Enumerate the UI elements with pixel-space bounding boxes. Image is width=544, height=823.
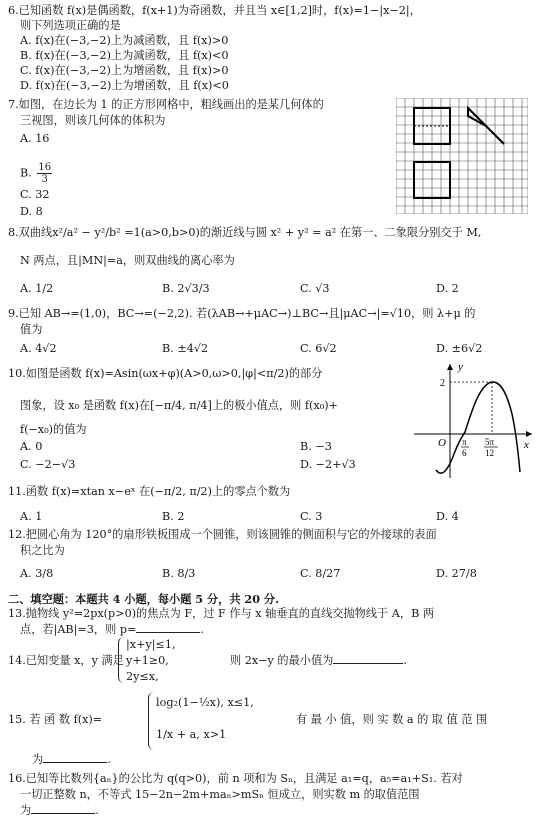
- q7-option-c: C. 32: [20, 188, 50, 201]
- q7-option-b: [20, 162, 52, 185]
- q10-option-d: D. −2+√3: [300, 458, 356, 471]
- q9-stem: 9.已知 AB→=(1,0)，BC→=(−2,2). 若(λAB→+μAC→)⊥BC→且|μAC→|=√10，则 λ+μ 的: [8, 307, 476, 320]
- q16-text: 为: [20, 804, 32, 817]
- q11-option-b: B. 2: [162, 510, 185, 523]
- q14-constraint-1: |x+y|≤1,: [126, 638, 176, 651]
- q16-stem-cont: 一切正整数 n，不等式 15−2n−2m+maₙ>mSₙ 恒成立，则实数 m 的取值范围: [20, 788, 420, 801]
- q15-answer-blank[interactable]: [43, 762, 107, 763]
- q7-option-b-letter: B.: [20, 166, 32, 180]
- q8-option-a: A. 1/2: [20, 282, 54, 295]
- sine-curve: [436, 382, 520, 473]
- q10-option-c: C. −2−√3: [20, 458, 76, 471]
- q8-option-c: C. √3: [300, 282, 330, 295]
- q7-option-a: A. 16: [20, 132, 50, 145]
- q6-option-d: D. f(x)在(−3,−2)上为增函数，且 f(x)<0: [20, 79, 229, 92]
- q7-stem: 7.如图，在边长为 1 的正方形网格中，粗线画出的是某几何体的: [8, 98, 324, 111]
- q14-question: 则 2x−y 的最小值为 .: [230, 654, 407, 667]
- q12-option-d: D. 27/8: [436, 567, 477, 580]
- q10-option-a: A. 0: [20, 440, 43, 453]
- q6-option-b: B. f(x)在(−3,−2)上为减函数，且 f(x)<0: [20, 49, 229, 62]
- q15-brace: [148, 692, 155, 750]
- x-axis-arrow: [526, 431, 532, 437]
- q8-option-d: D. 2: [436, 282, 459, 295]
- q8-option-b: B. 2√3/3: [162, 282, 210, 295]
- q16-answer-blank[interactable]: [31, 813, 95, 814]
- q15-piece-1: log₂(1−½x), x≤1,: [156, 696, 254, 709]
- x-tick1-den: 6: [462, 448, 467, 458]
- q9-option-b: B. ±4√2: [162, 342, 209, 355]
- q7-option-d: D. 8: [20, 205, 43, 218]
- q6-option-c: C. f(x)在(−3,−2)上为增函数，且 f(x)>0: [20, 64, 229, 77]
- q15-piece-2: 1/x + a, x>1: [156, 728, 227, 741]
- q6-stem: 6.已知函数 f(x)是偶函数，f(x+1)为奇函数，并且当 x∈[1,2]时，f(x)=1−|x−2|，: [8, 4, 421, 17]
- q16-stem: 16.已知等比数列{aₙ}的公比为 q(q>0)，前 n 项和为 Sₙ，且满足 a₁=q，a₅=a₁+S₁. 若对: [8, 772, 463, 785]
- three-view-grid-figure: [396, 98, 528, 214]
- origin-label: O: [438, 437, 446, 449]
- q16-answer-line: 为 .: [20, 804, 99, 817]
- q12-stem-cont: 积之比为: [20, 544, 65, 557]
- q8-stem: 8.双曲线x²/a² − y²/b² =1(a>0,b>0)的渐近线与圆 x² + y² = a² 在第一、二象限分别交于 M,: [8, 226, 482, 239]
- q11-option-a: A. 1: [20, 510, 43, 523]
- q10-option-b: B. −3: [300, 440, 332, 453]
- y-tick-label: 2: [440, 378, 445, 389]
- q14-constraint-3: 2y≤x,: [126, 670, 159, 683]
- q14-constraint-2: y+1≥0,: [126, 654, 169, 667]
- q15-answer-line: 为 .: [32, 753, 111, 766]
- section-fill-in-heading: 二、填空题：本题共 4 小题，每小题 5 分，共 20 分.: [8, 592, 279, 606]
- q8-stem-cont: N 两点，且|MN|=a，则双曲线的离心率为: [20, 254, 235, 267]
- q14-stem: 14.已知变量 x，y 满足: [8, 654, 124, 667]
- q15-stem: 15. 若 函 数 f(x)=: [8, 713, 103, 726]
- q12-option-b: B. 8/3: [162, 567, 196, 580]
- q14-brace: [118, 637, 125, 683]
- grid-lines: [396, 98, 528, 214]
- q6-option-a: A. f(x)在(−3,−2)上为减函数，且 f(x)>0: [20, 34, 229, 47]
- q12-stem: 12.把圆心角为 120°的扇形铁板围成一个圆锥，则该圆锥的侧面积与它的外接球的表面: [8, 528, 437, 541]
- q7-option-b-den: 3: [41, 174, 48, 185]
- q13-stem-cont: 点，若|AB|=3，则 p= .: [20, 623, 204, 636]
- q10-stem-cont2: f(−x₀)的值为: [20, 423, 87, 436]
- q9-option-d: D. ±6√2: [436, 342, 483, 355]
- q13-text: 点，若|AB|=3，则 p=: [20, 623, 137, 636]
- q12-option-a: A. 3/8: [20, 567, 54, 580]
- q11-stem: 11.函数 f(x)=xtan x−eˣ 在(−π/2, π/2)上的零点个数为: [8, 485, 291, 498]
- q14-question-text: 则 2x−y 的最小值为: [230, 654, 334, 667]
- x-tick2-num: 5π: [485, 437, 495, 447]
- y-axis-label: y: [458, 361, 463, 373]
- x-tick1-num: π: [462, 437, 467, 447]
- q10-stem: 10.如图是函数 f(x)=Asin(ωx+φ)(A>0,ω>0,|φ|<π/2)的部分: [8, 367, 323, 380]
- q10-stem-cont: 图象，设 x₀ 是函数 f(x)在[−π/4, π/4]上的极小值点，则 f(x₀)+: [20, 399, 338, 412]
- q7-option-b-num: 16: [38, 162, 52, 173]
- sine-graph-figure: [408, 360, 538, 482]
- q11-option-c: C. 3: [300, 510, 323, 523]
- q9-option-c: C. 6√2: [300, 342, 337, 355]
- y-axis-arrow: [447, 364, 453, 370]
- q15-text: 为: [32, 753, 44, 766]
- x-axis-label: x: [524, 439, 529, 451]
- q12-option-c: C. 8/27: [300, 567, 341, 580]
- q14-answer-blank[interactable]: [333, 663, 403, 664]
- q13-answer-blank[interactable]: [136, 632, 200, 633]
- q9-stem-cont: 值为: [20, 323, 43, 336]
- q13-stem: 13.抛物线 y²=2px(p>0)的焦点为 F，过 F 作与 x 轴垂直的直线交抛物线于 A，B 两: [8, 607, 435, 620]
- q9-option-a: A. 4√2: [20, 342, 57, 355]
- x-tick2-den: 12: [485, 448, 494, 458]
- q11-option-d: D. 4: [436, 510, 459, 523]
- q6-stem-cont: 则下列选项正确的是: [20, 19, 121, 32]
- q15-question: 有 最 小 值，则 实 数 a 的 取 值 范 围: [296, 713, 488, 726]
- q7-stem-cont: 三视图，则该几何体的体积为: [20, 114, 166, 127]
